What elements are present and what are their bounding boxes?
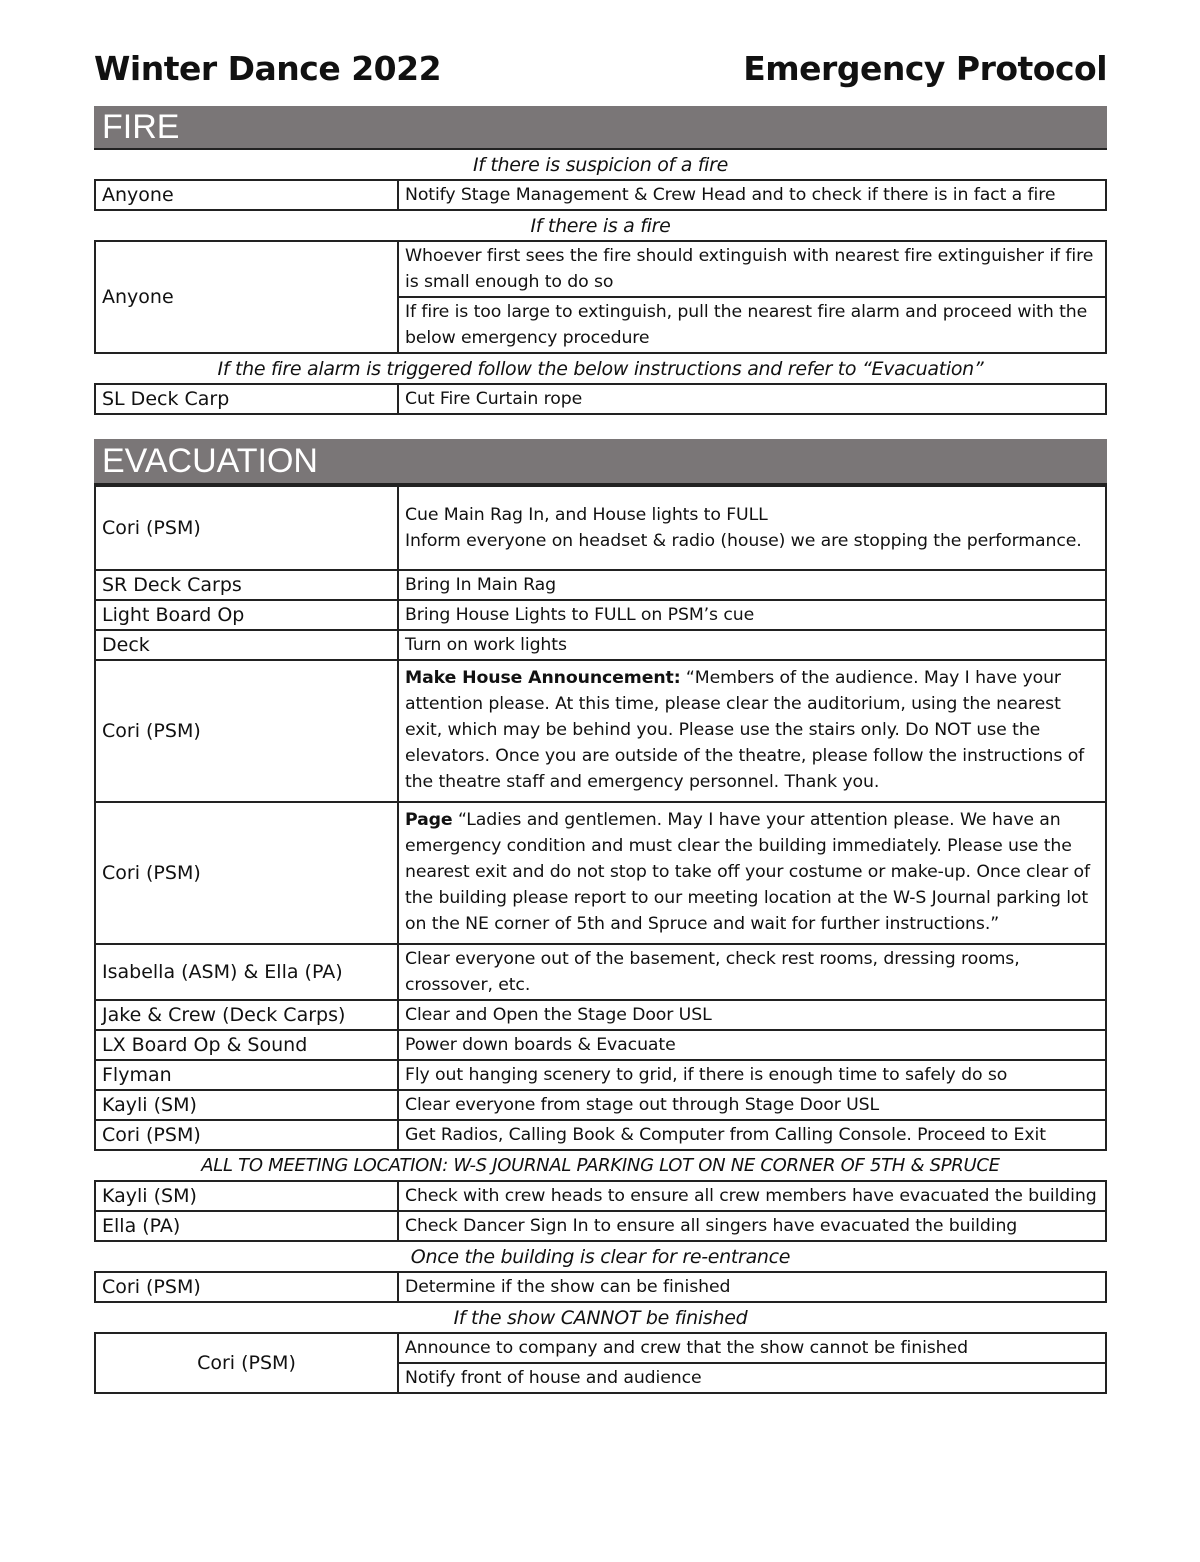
responsible-party: Cori (PSM) bbox=[95, 486, 398, 570]
action-text bbox=[398, 802, 1106, 944]
action-text: Turn on work lights bbox=[398, 630, 1106, 660]
page-text: “Ladies and gentlemen. May I have your attention please. We have an emergency condition and must clear the building immediately. Please use the nearest exit and do not stop to take off your costume or make-up. Once clear of the building please report to our meeting location at the W-S Journal parking lot on the NE corner of 5th and Spruce and wait for further instructions.” bbox=[405, 810, 1090, 934]
responsible-party: Cori (PSM) bbox=[95, 660, 398, 802]
cannot-finish-table bbox=[94, 1332, 1107, 1394]
action-text: Check with crew heads to ensure all crew members have evacuated the building bbox=[398, 1181, 1106, 1211]
responsible-party: Anyone bbox=[95, 180, 398, 210]
reentrance-rows bbox=[95, 1272, 1106, 1302]
responsible-party: Light Board Op bbox=[95, 600, 398, 630]
action-text: Cut Fire Curtain rope bbox=[398, 384, 1106, 414]
action-text: Fly out hanging scenery to grid, if there is enough time to safely do so bbox=[398, 1060, 1106, 1090]
responsible-party: LX Board Op & Sound bbox=[95, 1030, 398, 1060]
table-row bbox=[95, 384, 1106, 414]
responsible-party: Isabella (ASM) & Ella (PA) bbox=[95, 944, 398, 1000]
responsible-party: Cori (PSM) bbox=[95, 802, 398, 944]
responsible-party: Kayli (SM) bbox=[95, 1181, 398, 1211]
action-text: Bring In Main Rag bbox=[398, 570, 1106, 600]
evacuation-table bbox=[94, 485, 1107, 1151]
fire-section-header: FIRE bbox=[94, 106, 1107, 150]
alarm-rows bbox=[95, 384, 1106, 414]
table-row bbox=[95, 660, 1106, 802]
action-text: Bring House Lights to FULL on PSM’s cue bbox=[398, 600, 1106, 630]
action-text bbox=[398, 660, 1106, 802]
table-row bbox=[95, 630, 1106, 660]
page-header bbox=[94, 40, 1107, 88]
table-row bbox=[95, 1120, 1106, 1150]
action-text: Whoever first sees the fire should extinguish with nearest fire extinguisher if fire is small enough to do so bbox=[398, 241, 1106, 297]
table-row bbox=[95, 1272, 1106, 1302]
note-fire: If there is a fire bbox=[530, 215, 671, 237]
table-row bbox=[95, 802, 1106, 944]
responsible-party: Ella (PA) bbox=[95, 1211, 398, 1241]
document-title: Emergency Protocol bbox=[743, 49, 1107, 88]
action-text: Clear everyone from stage out through Stage Door USL bbox=[398, 1090, 1106, 1120]
action-line: Cue Main Rag In, and House lights to FULL bbox=[405, 505, 768, 525]
action-text: Power down boards & Evacuate bbox=[398, 1030, 1106, 1060]
table-row bbox=[95, 1000, 1106, 1030]
table-row bbox=[95, 1060, 1106, 1090]
page-label: Page bbox=[405, 810, 453, 830]
table-row bbox=[95, 180, 1106, 210]
action-text bbox=[398, 486, 1106, 570]
suspicion-rows bbox=[95, 180, 1106, 210]
note-suspicion: If there is suspicion of a fire bbox=[472, 154, 729, 176]
note-cannot-finish: If the show CANNOT be finished bbox=[453, 1307, 748, 1329]
action-text: Notify Stage Management & Crew Head and to check if there is in fact a fire bbox=[398, 180, 1106, 210]
responsible-party: SL Deck Carp bbox=[95, 384, 398, 414]
responsible-party: Jake & Crew (Deck Carps) bbox=[95, 1000, 398, 1030]
note-alarm: If the fire alarm is triggered follow the below instructions and refer to “Evacuation” bbox=[217, 358, 984, 380]
table-row bbox=[95, 1333, 1106, 1363]
action-text: Get Radios, Calling Book & Computer from Calling Console. Proceed to Exit bbox=[398, 1120, 1106, 1150]
action-text: Clear and Open the Stage Door USL bbox=[398, 1000, 1106, 1030]
table-row bbox=[95, 1090, 1106, 1120]
note-meeting-location: ALL TO MEETING LOCATION: W-S JOURNAL PARKING LOT ON NE CORNER OF 5TH & SPRUCE bbox=[201, 1155, 1000, 1176]
suspicion-table bbox=[94, 179, 1107, 211]
evacuation-section-header: EVACUATION bbox=[94, 439, 1107, 485]
table-row bbox=[95, 1181, 1106, 1211]
action-text: Announce to company and crew that the show cannot be finished bbox=[398, 1333, 1106, 1363]
evacuation-rows-b bbox=[95, 944, 1106, 1150]
meeting-rows bbox=[95, 1181, 1106, 1241]
action-text: Check Dancer Sign In to ensure all singers have evacuated the building bbox=[398, 1211, 1106, 1241]
responsible-party: Flyman bbox=[95, 1060, 398, 1090]
responsible-party: Cori (PSM) bbox=[95, 1333, 398, 1393]
table-row bbox=[95, 570, 1106, 600]
action-text: Clear everyone out of the basement, check rest rooms, dressing rooms, crossover, etc. bbox=[398, 944, 1106, 1000]
meeting-table bbox=[94, 1180, 1107, 1242]
action-text: Notify front of house and audience bbox=[398, 1363, 1106, 1393]
table-row bbox=[95, 944, 1106, 1000]
evacuation-rows-a bbox=[95, 570, 1106, 660]
responsible-party: Cori (PSM) bbox=[95, 1272, 398, 1302]
table-row bbox=[95, 1211, 1106, 1241]
responsible-party: SR Deck Carps bbox=[95, 570, 398, 600]
announcement-text: “Members of the audience. May I have your attention please. At this time, please clear the auditorium, using the nearest exit, which may be behind you. Please use the stairs only. Do NOT use the elevators. Once you are outside of the theatre, please follow the instructions of the theatre staff and emergency personnel. Thank you. bbox=[405, 668, 1085, 792]
reentrance-table bbox=[94, 1271, 1107, 1303]
action-line: Inform everyone on headset & radio (house) we are stopping the performance. bbox=[405, 531, 1082, 551]
responsible-party: Cori (PSM) bbox=[95, 1120, 398, 1150]
responsible-party: Kayli (SM) bbox=[95, 1090, 398, 1120]
fire-table bbox=[94, 240, 1107, 354]
table-row bbox=[95, 241, 1106, 297]
action-text: If fire is too large to extinguish, pull the nearest fire alarm and proceed with the below emergency procedure bbox=[398, 297, 1106, 353]
alarm-table bbox=[94, 383, 1107, 415]
announcement-label: Make House Announcement: bbox=[405, 668, 681, 688]
protocol-page bbox=[94, 40, 1107, 1394]
table-row bbox=[95, 600, 1106, 630]
note-reentrance: Once the building is clear for re-entrance bbox=[410, 1246, 791, 1268]
table-row bbox=[95, 1030, 1106, 1060]
responsible-party: Anyone bbox=[95, 241, 398, 353]
responsible-party: Deck bbox=[95, 630, 398, 660]
table-row bbox=[95, 486, 1106, 570]
event-title: Winter Dance 2022 bbox=[94, 49, 442, 88]
action-text: Determine if the show can be finished bbox=[398, 1272, 1106, 1302]
